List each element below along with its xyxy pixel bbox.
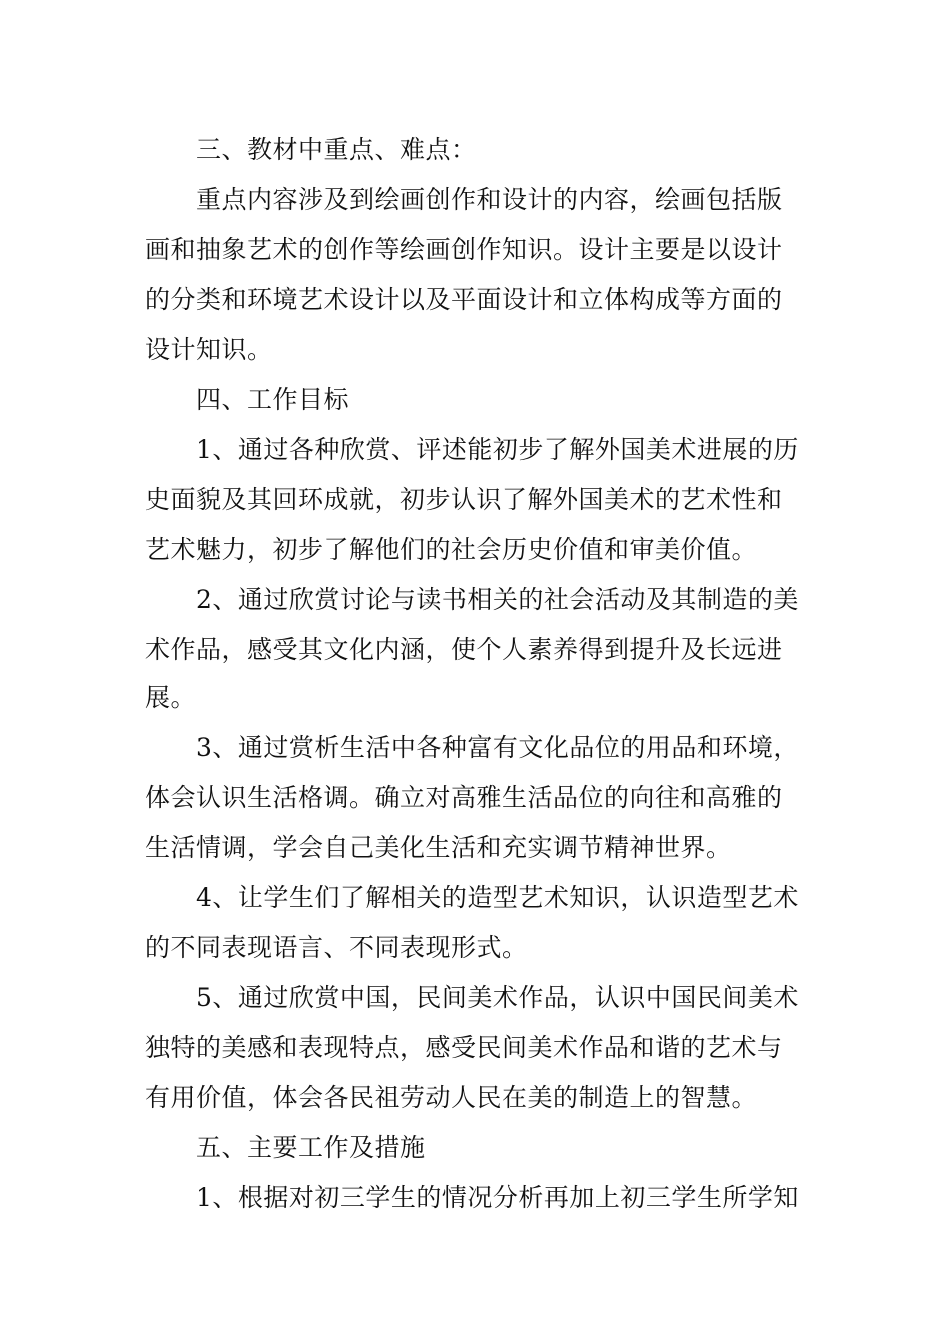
paragraph-line: 1、根据对初三学生的情况分析再加上初三学生所学知 [196, 1183, 799, 1212]
paragraph-line: 有用价值，体会各民祖劳动人民在美的制造上的智慧。 [145, 1083, 758, 1112]
paragraph-line: 4、让学生们了解相关的造型艺术知识，认识造型艺术 [196, 883, 799, 912]
paragraph-line: 重点内容涉及到绘画创作和设计的内容，绘画包括版 [196, 185, 783, 214]
section-heading-3: 三、教材中重点、难点： [196, 135, 477, 164]
paragraph-line: 3、通过赏析生活中各种富有文化品位的用品和环境， [196, 733, 799, 762]
paragraph-line: 的分类和环境艺术设计以及平面设计和立体构成等方面的 [145, 285, 783, 314]
paragraph-line: 体会认识生活格调。确立对高雅生活品位的向往和高雅的 [145, 783, 783, 812]
paragraph-line: 术作品，感受其文化内涵，使个人素养得到提升及长远进 [145, 635, 783, 664]
paragraph-line: 史面貌及其回环成就，初步认识了解外国美术的艺术性和 [145, 485, 783, 514]
paragraph-line: 生活情调，学会自己美化生活和充实调节精神世界。 [145, 833, 732, 862]
section-heading-5: 五、主要工作及措施 [196, 1133, 426, 1162]
paragraph-line: 5、通过欣赏中国，民间美术作品，认识中国民间美术 [196, 983, 799, 1012]
paragraph-line: 2、通过欣赏讨论与读书相关的社会活动及其制造的美 [196, 585, 799, 614]
section-heading-4: 四、工作目标 [196, 385, 350, 414]
paragraph-line: 独特的美感和表现特点，感受民间美术作品和谐的艺术与 [145, 1033, 783, 1062]
paragraph-line: 1、通过各种欣赏、评述能初步了解外国美术进展的历 [196, 435, 799, 464]
paragraph-line: 设计知识。 [145, 335, 273, 364]
paragraph-line: 展。 [145, 683, 197, 712]
paragraph-line: 艺术魅力，初步了解他们的社会历史价值和审美价值。 [145, 535, 758, 564]
paragraph-line: 的不同表现语言、不同表现形式。 [145, 933, 528, 962]
paragraph-line: 画和抽象艺术的创作等绘画创作知识。设计主要是以设计 [145, 235, 783, 264]
